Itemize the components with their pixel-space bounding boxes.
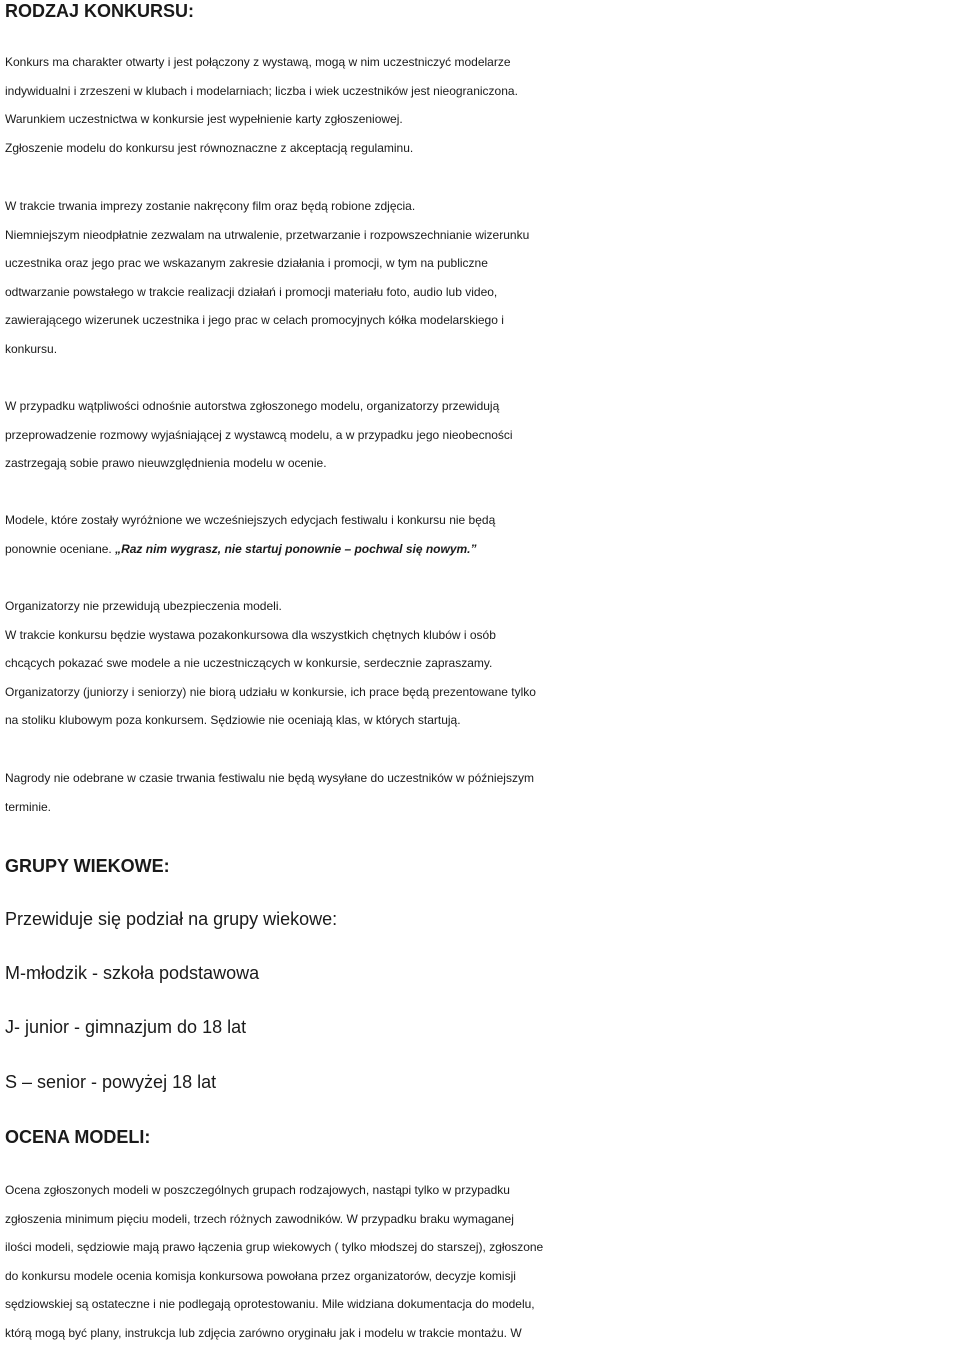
text-line: sędziowskiej są ostateczne i nie podlegają oprotestowaniu. Mile widziana dokumentacja do modelu, [5, 1297, 535, 1312]
text-line: S – senior - powyżej 18 lat [5, 1072, 217, 1092]
text-line: Warunkiem uczestnictwa w konkursie jest wypełnienie karty zgłoszeniowej. [5, 112, 403, 127]
paragraph-rodzaj-4 [5, 506, 960, 563]
text-line [5, 535, 960, 564]
text-line: W trakcie trwania imprezy zostanie nakręcony film oraz będą robione zdjęcia. [5, 199, 416, 213]
paragraph-rodzaj-2 [5, 192, 960, 364]
text-line: W przypadku wątpliwości odnośnie autorstwa zgłoszonego modelu, organizatorzy przewidują [5, 399, 500, 413]
text-line: do konkursu modele ocenia komisja konkursowa powołana przez organizatorów, decyzje komisji [5, 1268, 516, 1283]
text-line: Przewiduje się podział na grupy wiekowe: [5, 909, 338, 929]
paragraph-rodzaj-1 [5, 48, 960, 162]
text-line: uczestnika oraz jego prac we wskazanym zakresie działania i promocji, w tym na publiczne [5, 256, 488, 271]
paragraph-rodzaj-6 [5, 764, 960, 821]
text-line: Niemniejszym nieodpłatnie zezwalam na utrwalenie, przetwarzanie i rozpowszechnianie wizerunku [5, 227, 530, 242]
paragraph-rodzaj-5 [5, 592, 960, 735]
text-line: którą mogą być plany, instrukcja lub zdjęcia zarówno oryginału jak i modelu w trakcie montażu. W [5, 1325, 522, 1340]
section-heading-ocena: OCENA MODELI: [5, 1127, 151, 1147]
text-line: konkursu. [5, 341, 58, 356]
slogan-text: „Raz nim wygrasz, nie startuj ponownie – pochwal się nowym.” [115, 541, 477, 556]
text-line: Ocena zgłoszonych modeli w poszczególnych grupach rodzajowych, nastąpi tylko w przypadku [5, 1183, 510, 1197]
text-line: Organizatorzy (juniorzy i seniorzy) nie biorą udziału w konkursie, ich prace będą prezentowane tylko [5, 684, 536, 699]
section-heading-grupy: GRUPY WIEKOWE: [5, 856, 170, 876]
text-line: chcących pokazać swe modele a nie uczestniczących w konkursie, serdecznie zapraszamy. [5, 656, 493, 671]
text-line: Modele, które zostały wyróżnione we wcześniejszych edycjach festiwalu i konkursu nie będą [5, 513, 496, 527]
text-line: terminie. [5, 799, 52, 814]
text-line: zawierającego wizerunek uczestnika i jego prac w celach promocyjnych kółka modelarskiego i [5, 313, 504, 328]
text-line: na stoliku klubowym poza konkursem. Sędziowie nie oceniają klas, w których startują. [5, 713, 461, 728]
paragraph-ocena-1 [5, 1176, 960, 1348]
text-line: Nagrody nie odebrane w czasie trwania festiwalu nie będą wysyłane do uczestników w późniejszym [5, 771, 534, 785]
grupy-item [5, 1013, 246, 1042]
text-line: indywidualni i zrzeszeni w klubach i modelarniach; liczba i wiek uczestników jest nieograniczona. [5, 83, 518, 98]
text-line: W trakcie konkursu będzie wystawa pozakonkursowa dla wszystkich chętnych klubów i osób [5, 627, 496, 642]
text-line: Organizatorzy nie przewidują ubezpieczenia modeli. [5, 599, 282, 613]
text-segment: ponownie oceniane. [5, 541, 116, 556]
paragraph-rodzaj-3 [5, 392, 960, 478]
text-line: J- junior - gimnazjum do 18 lat [5, 1017, 247, 1037]
text-line: przeprowadzenie rozmowy wyjaśniającej z wystawcą modelu, a w przypadku jego nieobecności [5, 427, 513, 442]
section-heading-rodzaj: RODZAJ KONKURSU: [5, 1, 194, 21]
text-line: odtwarzanie powstałego w trakcie realizacji działań i promocji materiału foto, audio lub video, [5, 284, 498, 299]
text-line: M-młodzik - szkoła podstawowa [5, 963, 260, 983]
text-line: ilości modeli, sędziowie mają prawo łączenia grup wiekowych ( tylko młodszej do starszej), zgłoszone [5, 1240, 544, 1255]
text-line: Konkurs ma charakter otwarty i jest połączony z wystawą, mogą w nim uczestniczyć modelarze [5, 55, 511, 69]
text-line: Zgłoszenie modelu do konkursu jest równoznaczne z akceptacją regulaminu. [5, 140, 414, 155]
text-line: zgłoszenia minimum pięciu modeli, trzech różnych zawodników. W przypadku braku wymaganej [5, 1211, 514, 1226]
grupy-intro [5, 905, 337, 934]
text-line: zastrzegają sobie prawo nieuwzględnienia modelu w ocenie. [5, 456, 327, 471]
grupy-item [5, 959, 259, 988]
grupy-item [5, 1068, 216, 1097]
